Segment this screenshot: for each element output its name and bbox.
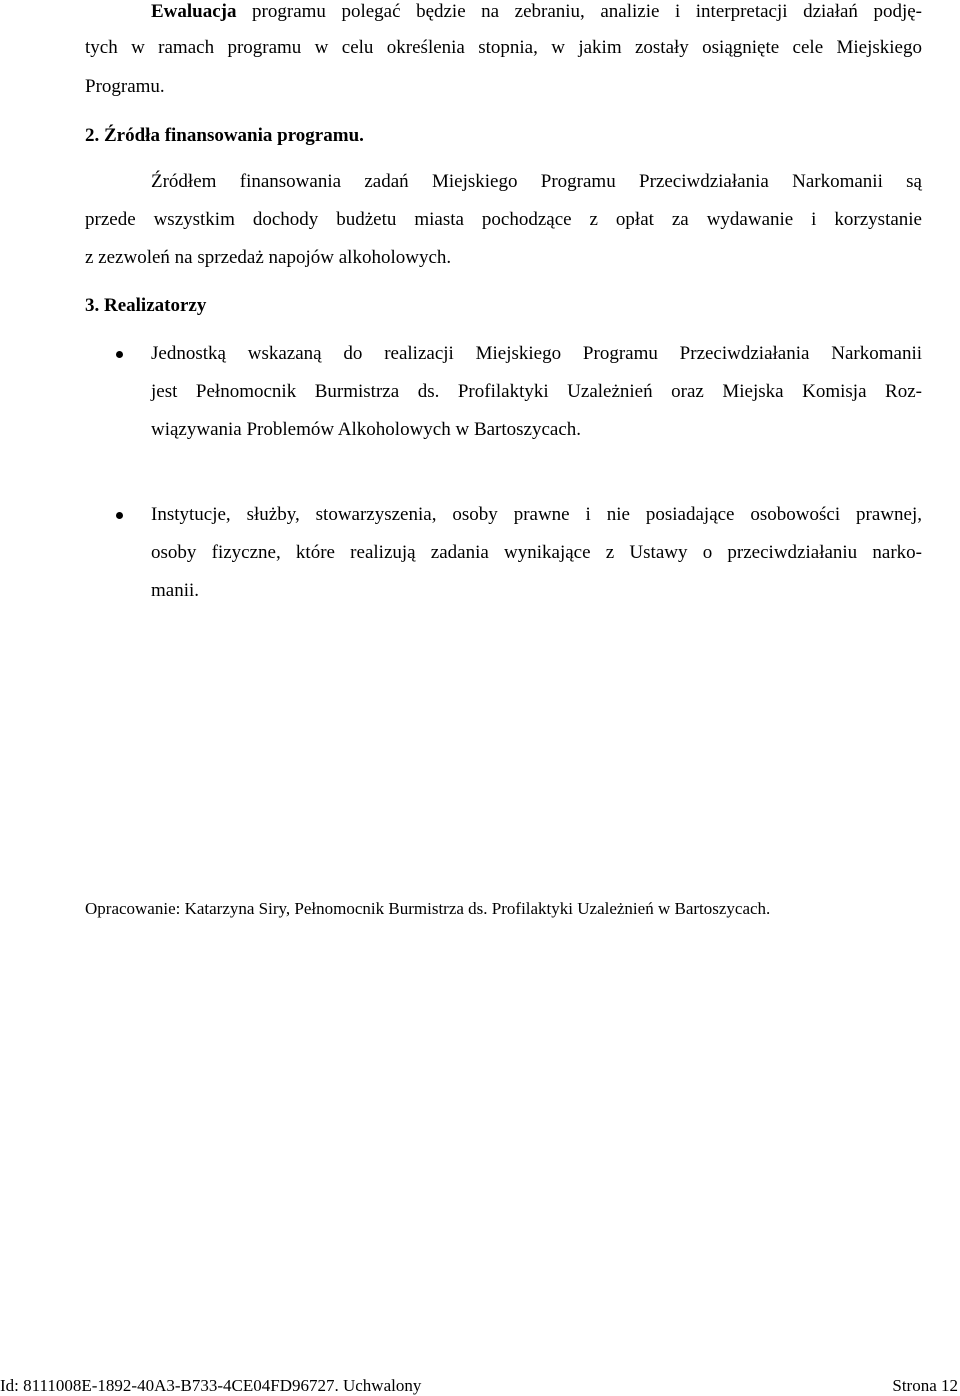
author-note: Opracowanie: Katarzyna Siry, Pełnomocnik Burmistrza ds. Profilaktyki Uzależnień w Bartoszycach. <box>85 899 771 918</box>
evaluation-line-1 <box>151 0 922 24</box>
bullet-2-dot <box>116 512 123 519</box>
section-2-paragraph-line-3: z zezwoleń na sprzedaż napojów alkoholowych. <box>85 247 452 268</box>
bullet-1-line-1: Jednostką wskazaną do realizacji Miejskiego Programu Przeciwdziałania Narkomanii <box>151 343 922 364</box>
bullet-1-line-2: jest Pełnomocnik Burmistrza ds. Profilaktyki Uzależnień oraz Miejska Komisja Roz- <box>151 381 922 402</box>
section-2-paragraph-line-1: Źródłem finansowania zadań Miejskiego Programu Przeciwdziałania Narkomanii są <box>151 171 922 192</box>
evaluation-line-1-text: programu polegać będzie na zebraniu, analizie i interpretacji działań podję- <box>252 1 923 22</box>
footer-page-number: Strona 12 <box>892 1376 958 1395</box>
evaluation-line-3: Programu. <box>85 76 165 97</box>
evaluation-term: Ewaluacja <box>151 1 237 22</box>
evaluation-line-2: tych w ramach programu w celu określenia stopnia, w jakim zostały osiągnięte cele Miejskiego <box>85 37 922 58</box>
section-3-heading: 3. Realizatorzy <box>85 295 207 316</box>
section-2-heading: 2. Źródła finansowania programu. <box>85 125 364 146</box>
bullet-1-dot <box>116 351 123 358</box>
bullet-2-line-2: osoby fizyczne, które realizują zadania wynikające z Ustawy o przeciwdziałaniu narko- <box>151 542 922 563</box>
bullet-2-line-3: manii. <box>151 580 200 601</box>
section-2-paragraph-line-2: przede wszystkim dochody budżetu miasta pochodzące z opłat za wydawanie i korzystanie <box>85 209 922 230</box>
bullet-2-line-1: Instytucje, służby, stowarzyszenia, osoby prawne i nie posiadające osobowości prawnej, <box>151 504 922 525</box>
footer-document-id: Id: 8111008E-1892-40A3-B733-4CE04FD96727. Uchwalony <box>0 1376 422 1395</box>
bullet-1-line-3: wiązywania Problemów Alkoholowych w Bartoszycach. <box>151 419 582 440</box>
